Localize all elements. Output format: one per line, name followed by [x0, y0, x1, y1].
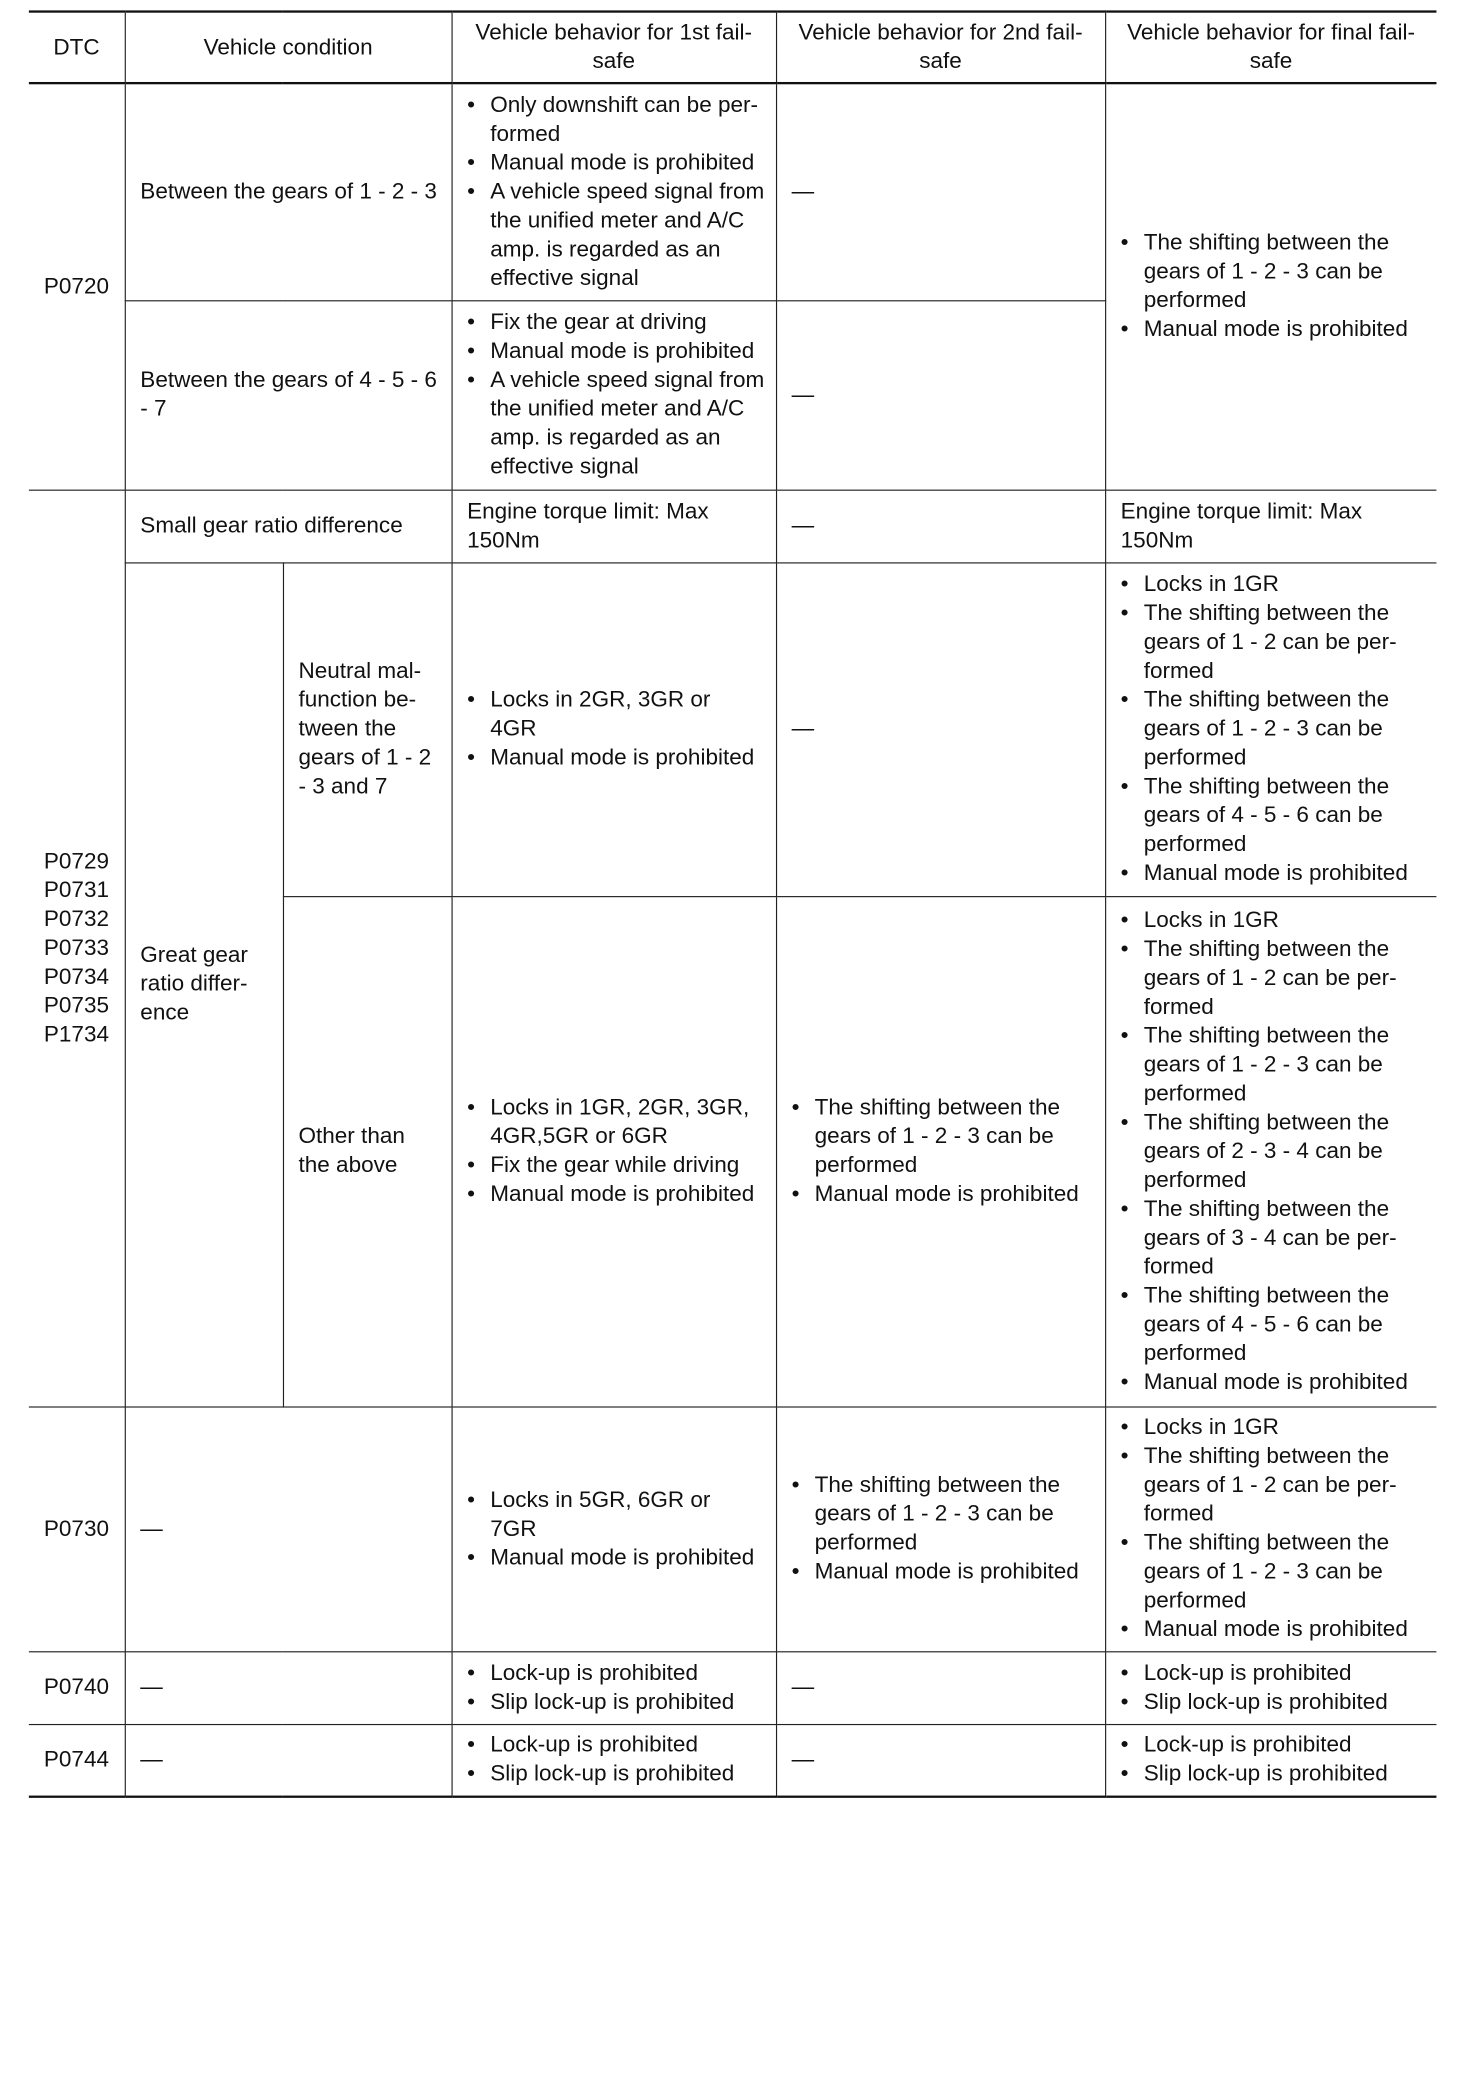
- condition-cell: Between the gears of 4 - 5 - 6 - 7: [125, 300, 452, 489]
- bullet-list: [792, 1094, 1098, 1209]
- condition-subcell: Neutral mal- function be- tween the gears of 1 - 2 - 3 and 7: [283, 562, 452, 896]
- list-item: • Lock-up is prohibited: [1121, 1731, 1430, 1760]
- list-item: • The shifting between the gears of 1 - 2 can be per- formed: [1121, 935, 1430, 1022]
- second-fail-safe-cell: —: [776, 562, 1105, 896]
- list-item: • Manual mode is prohibited: [1121, 1615, 1430, 1644]
- final-fail-safe-cell: [1105, 896, 1436, 1406]
- bullet-list: [1121, 1659, 1430, 1717]
- table-row: [29, 83, 1437, 300]
- second-fail-safe-cell: —: [776, 1724, 1105, 1797]
- bullet-list: [467, 91, 768, 293]
- table-row: [29, 1651, 1437, 1724]
- list-item: • Manual mode is prohibited: [467, 744, 768, 773]
- list-item: • The shifting between the gears of 4 - 5 - 6 can be performed: [1121, 772, 1430, 859]
- bullet-list: [1121, 906, 1430, 1397]
- bullet-list: [467, 1094, 768, 1209]
- header-final-fail-safe: Vehicle behavior for final fail- safe: [1105, 12, 1436, 84]
- final-fail-safe-cell: [1105, 1651, 1436, 1724]
- condition-cell: Small gear ratio difference: [125, 490, 452, 563]
- final-fail-safe-cell: Engine torque limit: Max 150Nm: [1105, 490, 1436, 563]
- list-item: • Locks in 1GR: [1121, 570, 1430, 599]
- bullet-list: [467, 686, 768, 773]
- bullet-list: [467, 1659, 768, 1717]
- list-item: • Manual mode is prohibited: [467, 149, 768, 178]
- list-item: • Slip lock-up is prohibited: [1121, 1688, 1430, 1717]
- second-fail-safe-cell: —: [776, 1651, 1105, 1724]
- list-item: • Locks in 1GR, 2GR, 3GR, 4GR,5GR or 6GR: [467, 1094, 768, 1152]
- list-item: • The shifting between the gears of 1 - 2 can be per- formed: [1121, 1442, 1430, 1529]
- list-item: • Manual mode is prohibited: [467, 337, 768, 366]
- bullet-list: [1121, 570, 1430, 888]
- list-item: • Locks in 1GR: [1121, 1413, 1430, 1442]
- list-item: • The shifting between the gears of 1 - 2 can be per- formed: [1121, 599, 1430, 686]
- first-fail-safe-cell: [452, 1724, 776, 1797]
- second-fail-safe-cell: —: [776, 300, 1105, 489]
- second-fail-safe-cell: —: [776, 83, 1105, 300]
- dtc-fail-safe-table: [29, 10, 1437, 1797]
- first-fail-safe-cell: [452, 562, 776, 896]
- list-item: • Fix the gear at driving: [467, 308, 768, 337]
- bullet-list: [1121, 1413, 1430, 1644]
- dtc-code: P0729: [43, 848, 109, 874]
- header-first-fail-safe: Vehicle behavior for 1st fail- safe: [452, 12, 776, 84]
- bullet-list: [467, 308, 768, 481]
- header-dtc: DTC: [29, 12, 125, 84]
- condition-cell: —: [125, 1651, 452, 1724]
- second-fail-safe-cell: [776, 896, 1105, 1406]
- header-row: [29, 12, 1437, 84]
- dtc-code: P0733: [43, 934, 109, 961]
- final-fail-safe-cell: [1105, 1406, 1436, 1651]
- list-item: • Only downshift can be per- formed: [467, 91, 768, 149]
- bullet-list: [792, 1471, 1098, 1586]
- dtc-code: P0735: [43, 992, 109, 1018]
- dtc-code: P0720: [29, 83, 125, 489]
- header-vehicle-condition: Vehicle condition: [125, 12, 452, 84]
- dtc-code: P0730: [29, 1406, 125, 1651]
- list-item: • The shifting between the gears of 1 - 2 - 3 can be performed: [792, 1094, 1098, 1181]
- list-item: • The shifting between the gears of 4 - 5 - 6 can be performed: [1121, 1281, 1430, 1368]
- list-item: • Manual mode is prohibited: [792, 1558, 1098, 1587]
- list-item: • The shifting between the gears of 3 - 4 can be per- formed: [1121, 1195, 1430, 1282]
- final-fail-safe-cell: [1105, 1724, 1436, 1797]
- list-item: • Manual mode is prohibited: [1121, 1368, 1430, 1397]
- condition-subcell: Other than the above: [283, 896, 452, 1406]
- list-item: • Lock-up is prohibited: [467, 1659, 768, 1688]
- condition-cell: —: [125, 1724, 452, 1797]
- dtc-code-list: [29, 490, 125, 1407]
- list-item: • Locks in 2GR, 3GR or 4GR: [467, 686, 768, 744]
- list-item: • Locks in 5GR, 6GR or 7GR: [467, 1486, 768, 1544]
- list-item: • The shifting between the gears of 1 - 2 - 3 can be performed: [1121, 686, 1430, 773]
- list-item: • Locks in 1GR: [1121, 906, 1430, 935]
- first-fail-safe-cell: [452, 83, 776, 300]
- list-item: • Manual mode is prohibited: [1121, 316, 1430, 345]
- list-item: • The shifting between the gears of 1 - 2 - 3 can be performed: [792, 1471, 1098, 1558]
- bullet-list: [1121, 229, 1430, 344]
- list-item: • Manual mode is prohibited: [792, 1180, 1098, 1209]
- list-item: • The shifting between the gears of 2 - 3 - 4 can be performed: [1121, 1108, 1430, 1195]
- list-item: • A vehicle speed signal from the unified meter and A/C amp. is regarded as an effective signal: [467, 366, 768, 481]
- first-fail-safe-cell: [452, 1406, 776, 1651]
- bullet-list: [467, 1731, 768, 1789]
- dtc-code: P0734: [43, 963, 109, 990]
- final-fail-safe-cell: [1105, 562, 1436, 896]
- second-fail-safe-cell: [776, 1406, 1105, 1651]
- list-item: • Manual mode is prohibited: [467, 1543, 768, 1572]
- bullet-list: [1121, 1731, 1430, 1789]
- second-fail-safe-cell: —: [776, 490, 1105, 563]
- condition-cell: Between the gears of 1 - 2 - 3: [125, 83, 452, 300]
- dtc-code: P0740: [29, 1651, 125, 1724]
- first-fail-safe-cell: [452, 1651, 776, 1724]
- first-fail-safe-cell: [452, 300, 776, 489]
- table-row: [29, 490, 1437, 563]
- dtc-code: P0744: [29, 1724, 125, 1797]
- first-fail-safe-cell: [452, 896, 776, 1406]
- list-item: • The shifting between the gears of 1 - 2 - 3 can be performed: [1121, 229, 1430, 316]
- first-fail-safe-cell: Engine torque limit: Max 150Nm: [452, 490, 776, 563]
- header-second-fail-safe: Vehicle behavior for 2nd fail- safe: [776, 12, 1105, 84]
- list-item: • Fix the gear while driving: [467, 1151, 768, 1180]
- list-item: • Manual mode is prohibited: [467, 1180, 768, 1209]
- dtc-code: P0731: [43, 876, 109, 903]
- bullet-list: [467, 1486, 768, 1573]
- list-item: • Lock-up is prohibited: [467, 1731, 768, 1760]
- list-item: • Manual mode is prohibited: [1121, 859, 1430, 888]
- table-row: [29, 1406, 1437, 1651]
- list-item: • Slip lock-up is prohibited: [1121, 1760, 1430, 1789]
- dtc-code: P1734: [43, 1021, 109, 1047]
- list-item: • Slip lock-up is prohibited: [467, 1760, 768, 1789]
- list-item: • The shifting between the gears of 1 - 2 - 3 can be performed: [1121, 1529, 1430, 1616]
- table-row: [29, 1724, 1437, 1797]
- dtc-code: P0732: [43, 905, 109, 932]
- final-fail-safe-cell: [1105, 83, 1436, 489]
- list-item: • Lock-up is prohibited: [1121, 1659, 1430, 1688]
- list-item: • A vehicle speed signal from the unified meter and A/C amp. is regarded as an effective signal: [467, 178, 768, 293]
- list-item: • Slip lock-up is prohibited: [467, 1688, 768, 1717]
- condition-cell: —: [125, 1406, 452, 1651]
- table-row: [29, 562, 1437, 896]
- condition-group-label: Great gear ratio differ- ence: [125, 562, 283, 1406]
- list-item: • The shifting between the gears of 1 - 2 - 3 can be performed: [1121, 1021, 1430, 1108]
